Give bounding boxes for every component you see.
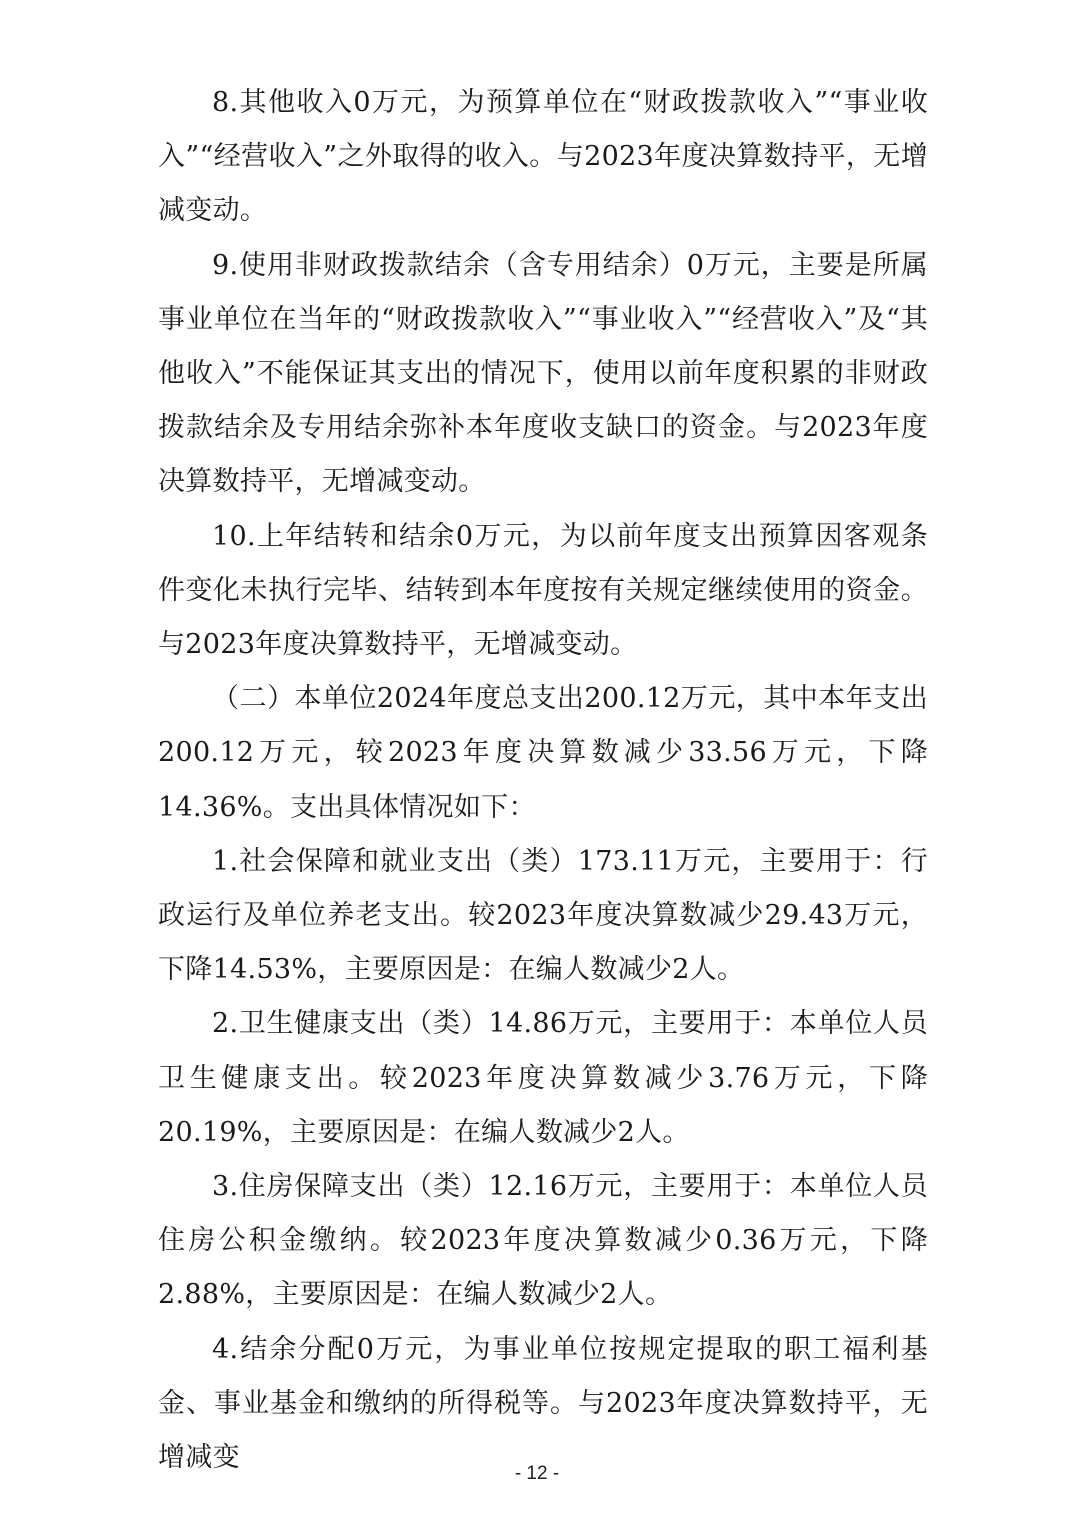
paragraph-non-fiscal-balance: 9.使用非财政拨款结余（含专用结余）0万元，主要是所属事业单位在当年的“财政拨款收入”“事业收入”“经营收入”及“其他收入”不能保证其支出的情况下，使用以前年度积累的非财政拨款结余及专用结余弥补本年度收支缺口的资金。与2023年度决算数持平，无增减变动。 [158, 249, 928, 498]
paragraph-total-expenditure: （二）本单位2024年度总支出200.12万元，其中本年支出200.12万元，较2023年度决算数减少33.56万元，下降14.36%。支出具体情况如下： [158, 683, 928, 823]
page-number: - 12 - [514, 1463, 560, 1484]
paragraph-other-income: 8.其他收入0万元，为预算单位在“财政拨款收入”“事业收入”“经营收入”之外取得的收入。与2023年度决算数持平，无增减变动。 [158, 87, 928, 227]
paragraph-balance-allocation: 4.结余分配0万元，为事业单位按规定提取的职工福利基金、事业基金和缴纳的所得税等。与2023年度决算数持平，无增减变 [158, 1333, 928, 1474]
document-body [158, 76, 928, 1485]
paragraph-health: 2.卫生健康支出（类）14.86万元，主要用于：本单位人员卫生健康支出。较2023年度决算数减少3.76万元，下降20.19%，主要原因是：在编人数减少2人。 [158, 1008, 928, 1148]
paragraph-carryover: 10.上年结转和结余0万元，为以前年度支出预算因客观条件变化未执行完毕、结转到本年度按有关规定继续使用的资金。与2023年度决算数持平，无增减变动。 [158, 520, 928, 661]
paragraph-social-security: 1.社会保障和就业支出（类）173.11万元，主要用于：行政运行及单位养老支出。较2023年度决算数减少29.43万元，下降14.53%，主要原因是：在编人数减少2人。 [158, 845, 928, 986]
paragraph-housing: 3.住房保障支出（类）12.16万元，主要用于：本单位人员住房公积金缴纳。较2023年度决算数减少0.36万元，下降2.88%，主要原因是：在编人数减少2人。 [158, 1171, 928, 1311]
